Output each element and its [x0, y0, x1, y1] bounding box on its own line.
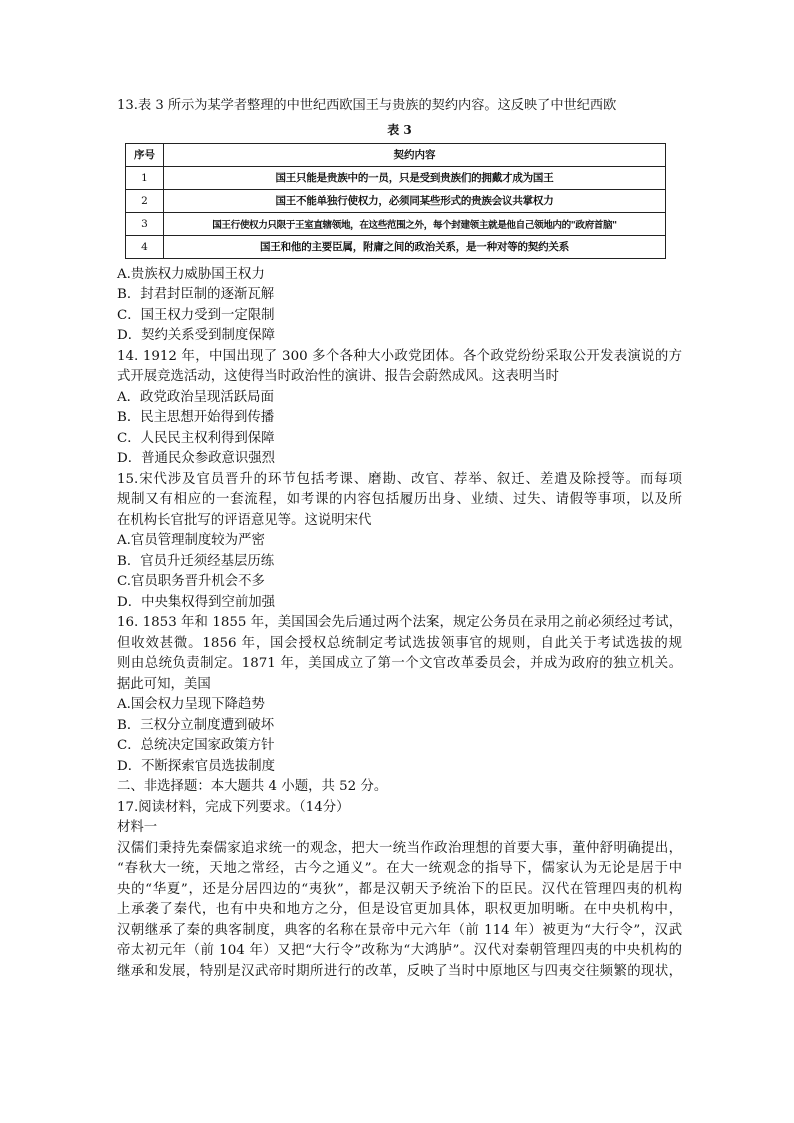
- contract-table: [125, 143, 666, 259]
- q14-option-b: B．民主思想开始得到传播: [117, 410, 275, 425]
- material-line: 继承和发展，特别是汉武帝时期所进行的改革，反映了当时中原地区与四夷交往频繁的现状，: [117, 963, 682, 979]
- q15-option-a: A.官员管理制度较为严密: [117, 533, 265, 548]
- q15-stem-line: 规制又有相应的一套流程，如考课的内容包括履历出身、业绩、过失、请假等事项，以及所: [117, 492, 682, 507]
- q15-stem-line: 15.宋代涉及官员晋升的环节包括考课、磨勘、改官、荐举、叙迁、差遣及除授等。而每项: [117, 471, 682, 487]
- q14-option-a: A．政党政治呈现活跃局面: [117, 389, 274, 405]
- table-header-row: [126, 143, 666, 166]
- table-cell-no: 4: [126, 235, 164, 258]
- q14-option-c: C．人民民主权利得到保障: [117, 430, 275, 446]
- q14-stem-line: 14. 1912 年，中国出现了 300 多个各种大小政党团体。各个政党纷纷采取公开发表演说的方: [117, 348, 682, 364]
- q15-option-d: D．中央集权得到空前加强: [117, 594, 276, 610]
- table-row: [126, 166, 666, 189]
- table-row: [126, 212, 666, 235]
- q16-option-a: A.国会权力呈现下降趋势: [117, 697, 265, 712]
- table-cell-content: 国王和他的主要臣属，附庸之间的政治关系，是一种对等的契约关系: [164, 235, 666, 258]
- material-line: 汉朝继承了秦的典客制度，典客的名称在景帝中元六年（前 114 年）被更为“大行令”，汉武: [117, 922, 682, 938]
- exam-page: [117, 96, 682, 982]
- q15-option-c: C.官员职务晋升机会不多: [117, 574, 265, 589]
- table-header-content: 契约内容: [164, 143, 666, 166]
- table-caption: 表 3: [387, 122, 412, 137]
- table-cell-content: 国王只能是贵族中的一员，只是受到贵族们的拥戴才成为国王: [164, 166, 666, 189]
- table-header-no: 序号: [126, 143, 164, 166]
- q14-option-d: D．普通民众参政意识强烈: [117, 451, 276, 466]
- q13-option-a: A.贵族权力威胁国王权力: [117, 266, 265, 282]
- q16-option-b: B．三权分立制度遭到破坏: [117, 717, 275, 733]
- q13-option-c: C．国王权力受到一定限制: [117, 307, 275, 323]
- q15-option-b: B．官员升迁须经基层历练: [117, 553, 275, 569]
- material-line: 帝太初元年（前 104 年）又把“大行令”改称为“大鸿胪”。汉代对秦朝管理四夷的中央机构的: [117, 943, 682, 958]
- material-label: 材料一: [117, 820, 158, 835]
- q16-stem-line: 16. 1853 年和 1855 年，美国国会先后通过两个法案，规定公务员在录用之前必须经过考试，: [117, 615, 682, 630]
- q16-stem-line: 则由总统负责制定。1871 年，美国成立了第一个文官改革委员会，并成为政府的独立机关。: [117, 656, 682, 671]
- q17-title: 17.阅读材料，完成下列要求。（14分）: [117, 799, 350, 815]
- material-line: “春秋大一统，天地之常经，古今之通义”。在大一统观念的指导下，儒家认为无论是居于中: [117, 861, 682, 876]
- table-row: [126, 235, 666, 258]
- q13-stem: 13.表 3 所示为某学者整理的中世纪西欧国王与贵族的契约内容。这反映了中世纪西欧: [117, 98, 617, 113]
- table-cell-no: 3: [126, 212, 164, 235]
- q16-option-d: D．不断探索官员选拔制度: [117, 758, 276, 774]
- table-cell-no: 2: [126, 189, 164, 212]
- section-heading: 二、非选择题：本大题共 4 小题，共 52 分。: [117, 779, 388, 794]
- table-cell-content: 国王不能单独行使权力，必须同某些形式的贵族会议共掌权力: [164, 189, 666, 212]
- q13-option-d: D．契约关系受到制度保障: [117, 328, 276, 343]
- table-row: [126, 189, 666, 212]
- q15-stem-line: 在机构长官批写的评语意见等。这说明宋代: [117, 512, 372, 528]
- q16-stem-line: 但收效甚微。1856 年，国会授权总统制定考试选拔领事官的规则，自此关于考试选拔的规: [117, 635, 682, 651]
- q14-stem-line: 式开展竞选活动，这使得当时政治性的演讲、报告会蔚然成风。这表明当时: [117, 369, 559, 384]
- q16-option-c: C．总统决定国家政策方针: [117, 738, 275, 753]
- material-line: 央的“华夏”，还是分居四边的“夷狄”，都是汉朝天予统治下的臣民。汉代在管理四夷的机构: [117, 881, 682, 897]
- table-cell-no: 1: [126, 166, 164, 189]
- q16-stem-line: 据此可知，美国: [117, 676, 211, 692]
- q13-option-b: B．封君封臣制的逐渐瓦解: [117, 287, 275, 302]
- table-cell-content: 国王行使权力只限于王室直辖领地，在这些范围之外，每个封建领主就是他自己领地内的"政府首脑": [164, 212, 666, 235]
- material-line: 上承袭了秦代，也有中央和地方之分，但是设官更加具体，职权更加明晰。在中央机构中，: [117, 902, 682, 917]
- material-line: 汉儒们秉持先秦儒家追求统一的观念，把大一统当作政治理想的首要大事，董仲舒明确提出，: [117, 840, 682, 856]
